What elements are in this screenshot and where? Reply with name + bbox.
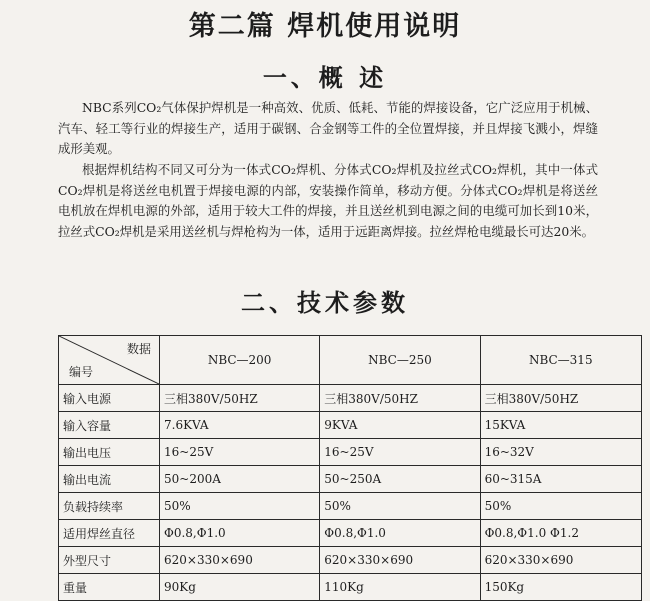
table-corner-cell <box>59 336 160 385</box>
table-row <box>59 385 642 412</box>
table-cell: 50~250A <box>320 466 480 493</box>
table-cell: 50% <box>480 493 641 520</box>
row-label: 输入容量 <box>59 412 160 439</box>
row-label: 负载持续率 <box>59 493 160 520</box>
table-row <box>59 439 642 466</box>
table-cell: 90Kg <box>160 574 320 601</box>
table-cell: Φ0.8,Φ1.0 Φ1.2 <box>480 520 641 547</box>
column-header: NBC—200 <box>160 336 320 385</box>
table-row <box>59 547 642 574</box>
corner-label-data: 数据 <box>126 342 151 356</box>
page-title: 第二篇 焊机使用说明 <box>188 11 462 42</box>
table-cell: 50% <box>320 493 480 520</box>
table-cell: 60~315A <box>480 466 641 493</box>
row-label: 重量 <box>59 574 160 601</box>
row-label: 输出电压 <box>59 439 160 466</box>
row-label: 适用焊丝直径 <box>59 520 160 547</box>
spec-table <box>58 335 642 601</box>
table-cell: 150Kg <box>480 574 641 601</box>
table-cell: 16~32V <box>480 439 641 466</box>
table-row <box>59 412 642 439</box>
table-cell: 7.6KVA <box>160 412 320 439</box>
table-cell: 110Kg <box>320 574 480 601</box>
row-label: 输入电源 <box>59 385 160 412</box>
table-cell: 15KVA <box>480 412 641 439</box>
table-cell: 50~200A <box>160 466 320 493</box>
table-cell: 620×330×690 <box>480 547 641 574</box>
table-cell: 16~25V <box>160 439 320 466</box>
table-cell: 50% <box>160 493 320 520</box>
table-cell: Φ0.8,Φ1.0 <box>320 520 480 547</box>
table-row <box>59 574 642 601</box>
section-title-specs: 二、技术参数 <box>241 289 409 317</box>
table-cell: 三相380V/50HZ <box>480 385 641 412</box>
paragraph-structure: 根据焊机结构不同又可分为一体式CO₂焊机、分体式CO₂焊机及拉丝式CO₂焊机，其中一体式CO₂焊机是将送丝电机置于焊接电源的内部，安装操作简单，移动方便。分体式CO₂焊机是将送丝电机放在焊机电源的外部，适用于较大工件的焊接，并且送丝机到电源之间的电缆可加长到10米，拉丝式CO₂焊机是采用送丝机与焊枪构为一体，适用于远距离焊接。拉丝焊枪电缆最长可达20米。 <box>58 162 598 239</box>
section-title-overview: 一、概 述 <box>262 64 388 92</box>
row-label: 外型尺寸 <box>59 547 160 574</box>
table-row <box>59 466 642 493</box>
table-row <box>59 493 642 520</box>
table-cell: 16~25V <box>320 439 480 466</box>
column-header: NBC—315 <box>480 336 641 385</box>
table-cell: 620×330×690 <box>160 547 320 574</box>
table-cell: 9KVA <box>320 412 480 439</box>
table-cell: 三相380V/50HZ <box>160 385 320 412</box>
table-cell: Φ0.8,Φ1.0 <box>160 520 320 547</box>
column-header: NBC—250 <box>320 336 480 385</box>
paragraph-intro: NBC系列CO₂气体保护焊机是一种高效、优质、低耗、节能的焊接设备，它广泛应用于机械、汽车、轻工等行业的焊接生产，适用于碳钢、合金钢等工件的全位置焊接，并且焊接飞溅小，焊缝成形美观。 <box>58 100 598 156</box>
table-cell: 三相380V/50HZ <box>320 385 480 412</box>
row-label: 输出电流 <box>59 466 160 493</box>
table-header-row <box>59 336 642 385</box>
table-cell: 620×330×690 <box>320 547 480 574</box>
table-row <box>59 520 642 547</box>
corner-label-model: 编号 <box>69 365 94 379</box>
